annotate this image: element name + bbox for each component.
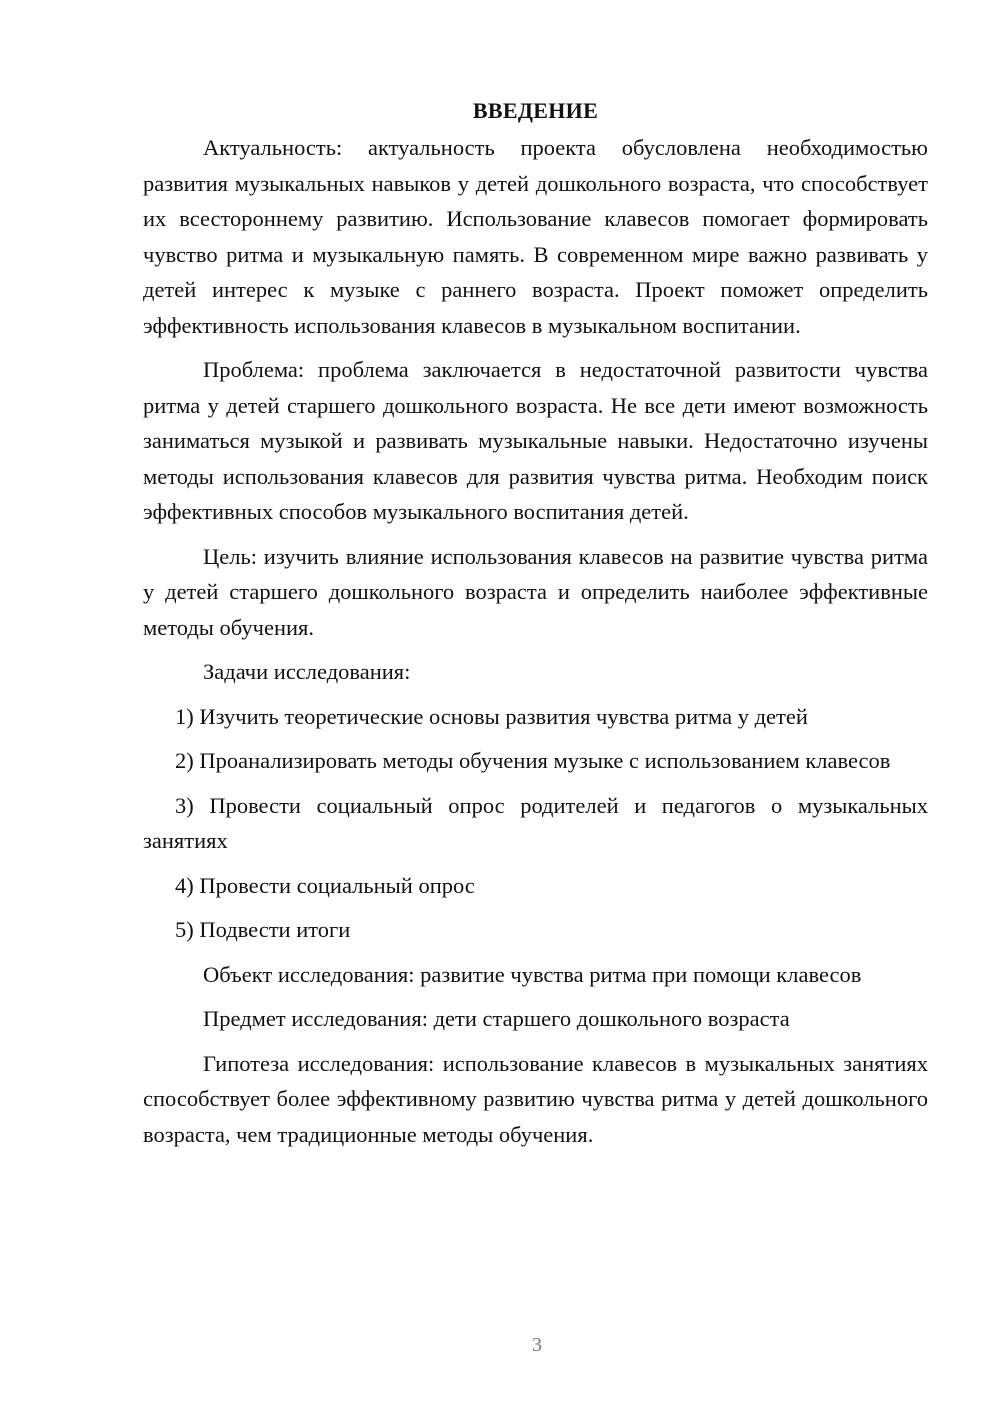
paragraph-tasks-heading: Задачи исследования:	[203, 659, 411, 684]
task-item-2: 2) Проанализировать методы обучения музыке с использованием клавесов	[175, 748, 891, 773]
task-item-3: 3) Провести социальный опрос родителей и педагогов о музыкальных занятиях	[143, 792, 928, 853]
paragraph-goal: Цель: изучить влияние использования клавесов на развитие чувства ритма у детей старшего дошкольного возраста и определить наиболее эффективные методы обучения.	[143, 543, 928, 640]
paragraph-hypothesis: Гипотеза исследования: использование клавесов в музыкальных занятиях способствует более эффективному развитию чувства ритма у детей дошкольного возраста, чем традиционные методы обучения.	[143, 1050, 928, 1147]
section-title: ВВЕДЕНИЕ	[472, 98, 599, 123]
paragraph-subject: Предмет исследования: дети старшего дошкольного возраста	[203, 1006, 790, 1031]
task-item-1: 1) Изучить теоретические основы развития чувства ритма у детей	[175, 703, 808, 729]
page-content	[143, 96, 928, 1161]
task-item-4: 4) Провести социальный опрос	[175, 872, 475, 898]
page-number: 3	[532, 1334, 542, 1356]
task-item-5: 5) Подвести итоги	[175, 917, 351, 942]
paragraph-relevance: Актуальность: актуальность проекта обусловлена необходимостью развития музыкальных навыков у детей дошкольного возраста, что способствует их всестороннему развитию. Использование клавесов помогает формировать чувство ритма и музыкальную память. В современном мире важно развивать у детей интерес к музыке с раннего возраста. Проект поможет определить эффективность использования клавесов в музыкальном воспитании.	[143, 135, 928, 338]
paragraph-object: Объект исследования: развитие чувства ритма при помощи клавесов	[203, 961, 862, 987]
paragraph-problem: Проблема: проблема заключается в недостаточной развитости чувства ритма у детей старшего дошкольного возраста. Не все дети имеют возможность заниматься музыкой и развивать музыкальные навыки. Недостаточно изучены методы использования клавесов для развития чувства ритма. Необходим поиск эффективных способов музыкального воспитания детей.	[143, 357, 928, 524]
